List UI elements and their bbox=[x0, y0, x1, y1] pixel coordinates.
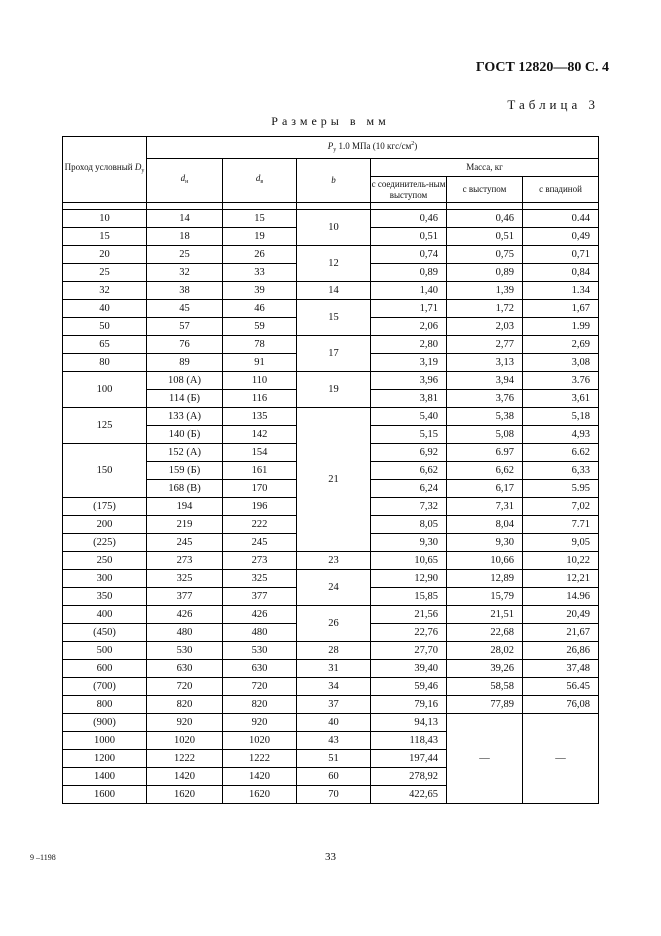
cell-inner-diameter: 530 bbox=[223, 642, 297, 660]
units-caption: Размеры в мм bbox=[271, 114, 390, 128]
cell-inner-diameter: 170 bbox=[223, 480, 297, 498]
cell-mass-connector: 0,46 bbox=[371, 210, 447, 228]
cell-passage: (900) bbox=[63, 714, 147, 732]
cell-mass-connector: 39,40 bbox=[371, 660, 447, 678]
cell-outer-diameter: 18 bbox=[147, 228, 223, 246]
cell-passage: (175) bbox=[63, 498, 147, 516]
table-row bbox=[63, 714, 599, 732]
cell-mass-connector: 0,74 bbox=[371, 246, 447, 264]
cell-outer-diameter: 377 bbox=[147, 588, 223, 606]
table-row bbox=[63, 300, 599, 318]
cell-mass-connector: 9,30 bbox=[371, 534, 447, 552]
cell-outer-diameter: 1620 bbox=[147, 786, 223, 804]
cell-mass-connector: 6,92 bbox=[371, 444, 447, 462]
cell-mass-protrusion: 5,08 bbox=[447, 426, 523, 444]
cell-mass-recess: 76,08 bbox=[523, 696, 599, 714]
cell-outer-diameter: 325 bbox=[147, 570, 223, 588]
cell-thickness: 23 bbox=[297, 552, 371, 570]
cell-outer-diameter: 45 bbox=[147, 300, 223, 318]
cell-outer-diameter: 194 bbox=[147, 498, 223, 516]
cell-inner-diameter: 1620 bbox=[223, 786, 297, 804]
table-row bbox=[63, 246, 599, 264]
cell-inner-diameter: 78 bbox=[223, 336, 297, 354]
cell-passage: 150 bbox=[63, 444, 147, 498]
cell-inner-diameter: 325 bbox=[223, 570, 297, 588]
cell-inner-diameter: 116 bbox=[223, 390, 297, 408]
cell-mass-protrusion: 15,79 bbox=[447, 588, 523, 606]
cell-passage: 800 bbox=[63, 696, 147, 714]
cell-mass-protrusion: 3,76 bbox=[447, 390, 523, 408]
cell-inner-diameter: 161 bbox=[223, 462, 297, 480]
cell-outer-diameter: 114 (Б) bbox=[147, 390, 223, 408]
table-row bbox=[63, 282, 599, 300]
cell-mass-protrusion: 1,39 bbox=[447, 282, 523, 300]
cell-mass-recess: 5,18 bbox=[523, 408, 599, 426]
cell-thickness: 34 bbox=[297, 678, 371, 696]
cell-outer-diameter: 32 bbox=[147, 264, 223, 282]
cell-mass-protrusion: 21,51 bbox=[447, 606, 523, 624]
cell-outer-diameter: 38 bbox=[147, 282, 223, 300]
cell-mass-connector: 2,80 bbox=[371, 336, 447, 354]
cell-inner-diameter: 426 bbox=[223, 606, 297, 624]
cell-inner-diameter: 39 bbox=[223, 282, 297, 300]
cell-mass-connector: 22,76 bbox=[371, 624, 447, 642]
cell-outer-diameter: 820 bbox=[147, 696, 223, 714]
cell-outer-diameter: 168 (В) bbox=[147, 480, 223, 498]
cell-thickness: 28 bbox=[297, 642, 371, 660]
cell-thickness: 14 bbox=[297, 282, 371, 300]
cell-mass-connector: 0,51 bbox=[371, 228, 447, 246]
cell-mass-connector: 3,96 bbox=[371, 372, 447, 390]
cell-outer-diameter: 245 bbox=[147, 534, 223, 552]
cell-outer-diameter: 1222 bbox=[147, 750, 223, 768]
cell-mass-recess: 1,67 bbox=[523, 300, 599, 318]
cell-inner-diameter: 720 bbox=[223, 678, 297, 696]
cell-mass-recess: 1.34 bbox=[523, 282, 599, 300]
cell-thickness: 21 bbox=[297, 408, 371, 552]
cell-mass-recess: 26,86 bbox=[523, 642, 599, 660]
header-passage: Проход условный $D_у$ bbox=[63, 137, 147, 203]
cell-mass-connector: 79,16 bbox=[371, 696, 447, 714]
cell-mass-recess: 6,33 bbox=[523, 462, 599, 480]
cell-mass-recess: 56.45 bbox=[523, 678, 599, 696]
cell-inner-diameter: 273 bbox=[223, 552, 297, 570]
cell-passage: 25 bbox=[63, 264, 147, 282]
cell-outer-diameter: 57 bbox=[147, 318, 223, 336]
cell-passage: 50 bbox=[63, 318, 147, 336]
cell-mass-connector: 197,44 bbox=[371, 750, 447, 768]
cell-inner-diameter: 26 bbox=[223, 246, 297, 264]
cell-mass-protrusion-dash: — bbox=[447, 714, 523, 804]
cell-mass-recess: 5.95 bbox=[523, 480, 599, 498]
cell-passage: 600 bbox=[63, 660, 147, 678]
cell-mass-connector: 422,65 bbox=[371, 786, 447, 804]
cell-mass-recess: 20,49 bbox=[523, 606, 599, 624]
cell-passage: 1600 bbox=[63, 786, 147, 804]
cell-outer-diameter: 76 bbox=[147, 336, 223, 354]
cell-mass-connector: 21,56 bbox=[371, 606, 447, 624]
cell-inner-diameter: 110 bbox=[223, 372, 297, 390]
cell-outer-diameter: 25 bbox=[147, 246, 223, 264]
cell-passage: (450) bbox=[63, 624, 147, 642]
cell-mass-protrusion: 3,13 bbox=[447, 354, 523, 372]
cell-inner-diameter: 142 bbox=[223, 426, 297, 444]
table-row bbox=[63, 606, 599, 624]
cell-passage: 15 bbox=[63, 228, 147, 246]
table-row bbox=[63, 336, 599, 354]
cell-inner-diameter: 377 bbox=[223, 588, 297, 606]
cell-passage: 125 bbox=[63, 408, 147, 444]
table-row bbox=[63, 372, 599, 390]
table-row bbox=[63, 210, 599, 228]
cell-thickness: 26 bbox=[297, 606, 371, 642]
cell-thickness: 37 bbox=[297, 696, 371, 714]
cell-mass-protrusion: 6.97 bbox=[447, 444, 523, 462]
cell-thickness: 51 bbox=[297, 750, 371, 768]
table-row bbox=[63, 408, 599, 426]
cell-mass-connector: 3,19 bbox=[371, 354, 447, 372]
cell-mass-recess: 4,93 bbox=[523, 426, 599, 444]
cell-mass-connector: 3,81 bbox=[371, 390, 447, 408]
table-row bbox=[63, 552, 599, 570]
cell-inner-diameter: 630 bbox=[223, 660, 297, 678]
cell-passage: (700) bbox=[63, 678, 147, 696]
cell-inner-diameter: 1020 bbox=[223, 732, 297, 750]
cell-mass-protrusion: 2,77 bbox=[447, 336, 523, 354]
cell-mass-recess-dash: — bbox=[523, 714, 599, 804]
cell-mass-recess: 0,49 bbox=[523, 228, 599, 246]
table-row bbox=[63, 696, 599, 714]
cell-passage: 1400 bbox=[63, 768, 147, 786]
header-mass: Масса, кг bbox=[371, 159, 599, 177]
cell-mass-recess: 3.76 bbox=[523, 372, 599, 390]
header-mass-protrusion: с выступом bbox=[447, 177, 523, 203]
cell-mass-connector: 118,43 bbox=[371, 732, 447, 750]
cell-mass-recess: 7,02 bbox=[523, 498, 599, 516]
cell-passage: 500 bbox=[63, 642, 147, 660]
cell-inner-diameter: 920 bbox=[223, 714, 297, 732]
cell-outer-diameter: 133 (А) bbox=[147, 408, 223, 426]
cell-outer-diameter: 426 bbox=[147, 606, 223, 624]
cell-passage: 40 bbox=[63, 300, 147, 318]
cell-outer-diameter: 1020 bbox=[147, 732, 223, 750]
cell-mass-protrusion: 3,94 bbox=[447, 372, 523, 390]
table-row bbox=[63, 678, 599, 696]
header-mass-connector: с соединитель-ным выступом bbox=[371, 177, 447, 203]
cell-inner-diameter: 59 bbox=[223, 318, 297, 336]
cell-passage: 1200 bbox=[63, 750, 147, 768]
cell-mass-connector: 1,40 bbox=[371, 282, 447, 300]
cell-mass-protrusion: 5,38 bbox=[447, 408, 523, 426]
cell-mass-connector: 278,92 bbox=[371, 768, 447, 786]
cell-thickness: 31 bbox=[297, 660, 371, 678]
cell-mass-protrusion: 22,68 bbox=[447, 624, 523, 642]
cell-mass-protrusion: 10,66 bbox=[447, 552, 523, 570]
cell-mass-protrusion: 12,89 bbox=[447, 570, 523, 588]
cell-mass-connector: 59,46 bbox=[371, 678, 447, 696]
cell-passage: 100 bbox=[63, 372, 147, 408]
cell-mass-connector: 94,13 bbox=[371, 714, 447, 732]
cell-outer-diameter: 89 bbox=[147, 354, 223, 372]
cell-thickness: 40 bbox=[297, 714, 371, 732]
document-title: ГОСТ 12820—80 С. 4 bbox=[475, 60, 609, 75]
cell-mass-protrusion: 0,46 bbox=[447, 210, 523, 228]
cell-passage: 350 bbox=[63, 588, 147, 606]
cell-mass-protrusion: 28,02 bbox=[447, 642, 523, 660]
cell-mass-protrusion: 0,89 bbox=[447, 264, 523, 282]
cell-thickness: 19 bbox=[297, 372, 371, 408]
cell-inner-diameter: 154 bbox=[223, 444, 297, 462]
cell-inner-diameter: 480 bbox=[223, 624, 297, 642]
cell-mass-connector: 27,70 bbox=[371, 642, 447, 660]
cell-mass-connector: 1,71 bbox=[371, 300, 447, 318]
table-row bbox=[63, 642, 599, 660]
cell-mass-connector: 10,65 bbox=[371, 552, 447, 570]
cell-mass-connector: 2,06 bbox=[371, 318, 447, 336]
header-pressure: $P_у$ 1.0 МПа (10 кгс/$см^2$) bbox=[147, 137, 599, 159]
header-b: b bbox=[297, 159, 371, 203]
cell-passage: 80 bbox=[63, 354, 147, 372]
cell-outer-diameter: 159 (Б) bbox=[147, 462, 223, 480]
cell-mass-protrusion: 58,58 bbox=[447, 678, 523, 696]
cell-thickness: 60 bbox=[297, 768, 371, 786]
cell-mass-protrusion: 0,75 bbox=[447, 246, 523, 264]
cell-mass-protrusion: 1,72 bbox=[447, 300, 523, 318]
cell-thickness: 24 bbox=[297, 570, 371, 606]
cell-outer-diameter: 219 bbox=[147, 516, 223, 534]
cell-passage: 250 bbox=[63, 552, 147, 570]
cell-inner-diameter: 135 bbox=[223, 408, 297, 426]
cell-inner-diameter: 46 bbox=[223, 300, 297, 318]
cell-outer-diameter: 152 (А) bbox=[147, 444, 223, 462]
cell-passage: 20 bbox=[63, 246, 147, 264]
cell-mass-recess: 10,22 bbox=[523, 552, 599, 570]
cell-outer-diameter: 920 bbox=[147, 714, 223, 732]
cell-mass-recess: 7.71 bbox=[523, 516, 599, 534]
cell-outer-diameter: 140 (Б) bbox=[147, 426, 223, 444]
cell-mass-protrusion: 0,51 bbox=[447, 228, 523, 246]
cell-mass-recess: 21,67 bbox=[523, 624, 599, 642]
cell-thickness: 12 bbox=[297, 246, 371, 282]
cell-outer-diameter: 14 bbox=[147, 210, 223, 228]
cell-mass-recess: 14.96 bbox=[523, 588, 599, 606]
cell-mass-protrusion: 6,62 bbox=[447, 462, 523, 480]
cell-mass-protrusion: 77,89 bbox=[447, 696, 523, 714]
cell-passage: 200 bbox=[63, 516, 147, 534]
cell-inner-diameter: 1420 bbox=[223, 768, 297, 786]
cell-outer-diameter: 273 bbox=[147, 552, 223, 570]
cell-mass-connector: 7,32 bbox=[371, 498, 447, 516]
cell-mass-connector: 8,05 bbox=[371, 516, 447, 534]
cell-thickness: 10 bbox=[297, 210, 371, 246]
cell-thickness: 17 bbox=[297, 336, 371, 372]
cell-passage: 400 bbox=[63, 606, 147, 624]
cell-mass-recess: 9,05 bbox=[523, 534, 599, 552]
page-number: 33 bbox=[325, 851, 336, 863]
cell-passage: 10 bbox=[63, 210, 147, 228]
cell-mass-protrusion: 6,17 bbox=[447, 480, 523, 498]
cell-mass-connector: 12,90 bbox=[371, 570, 447, 588]
cell-passage: 1000 bbox=[63, 732, 147, 750]
cell-inner-diameter: 196 bbox=[223, 498, 297, 516]
cell-outer-diameter: 720 bbox=[147, 678, 223, 696]
cell-mass-recess: 0,84 bbox=[523, 264, 599, 282]
cell-outer-diameter: 530 bbox=[147, 642, 223, 660]
header-dv: $d_в$ bbox=[223, 159, 297, 203]
header-mass-recess: с впадиной bbox=[523, 177, 599, 203]
cell-mass-recess: 3,61 bbox=[523, 390, 599, 408]
cell-thickness: 43 bbox=[297, 732, 371, 750]
cell-mass-protrusion: 2,03 bbox=[447, 318, 523, 336]
cell-passage: 65 bbox=[63, 336, 147, 354]
cell-thickness: 15 bbox=[297, 300, 371, 336]
cell-outer-diameter: 1420 bbox=[147, 768, 223, 786]
cell-mass-connector: 15,85 bbox=[371, 588, 447, 606]
cell-inner-diameter: 19 bbox=[223, 228, 297, 246]
cell-mass-recess: 37,48 bbox=[523, 660, 599, 678]
cell-mass-connector: 5,40 bbox=[371, 408, 447, 426]
cell-mass-connector: 5,15 bbox=[371, 426, 447, 444]
cell-mass-recess: 6.62 bbox=[523, 444, 599, 462]
footer-code: 9 –1198 bbox=[30, 853, 56, 862]
cell-outer-diameter: 480 bbox=[147, 624, 223, 642]
cell-mass-recess: 0,71 bbox=[523, 246, 599, 264]
cell-mass-recess: 3,08 bbox=[523, 354, 599, 372]
cell-inner-diameter: 15 bbox=[223, 210, 297, 228]
table-row bbox=[63, 660, 599, 678]
table-row bbox=[63, 570, 599, 588]
cell-mass-connector: 6,24 bbox=[371, 480, 447, 498]
cell-mass-recess: 1.99 bbox=[523, 318, 599, 336]
cell-inner-diameter: 1222 bbox=[223, 750, 297, 768]
cell-passage: 300 bbox=[63, 570, 147, 588]
cell-inner-diameter: 91 bbox=[223, 354, 297, 372]
cell-mass-connector: 6,62 bbox=[371, 462, 447, 480]
cell-mass-protrusion: 7,31 bbox=[447, 498, 523, 516]
cell-mass-recess: 12,21 bbox=[523, 570, 599, 588]
cell-mass-recess: 2,69 bbox=[523, 336, 599, 354]
cell-mass-protrusion: 8,04 bbox=[447, 516, 523, 534]
cell-inner-diameter: 245 bbox=[223, 534, 297, 552]
table-label: Таблица 3 bbox=[507, 97, 599, 112]
cell-outer-diameter: 630 bbox=[147, 660, 223, 678]
cell-mass-protrusion: 9,30 bbox=[447, 534, 523, 552]
header-dn: $d_н$ bbox=[147, 159, 223, 203]
table-spacer bbox=[63, 203, 599, 210]
cell-outer-diameter: 108 (А) bbox=[147, 372, 223, 390]
cell-mass-protrusion: 39,26 bbox=[447, 660, 523, 678]
cell-passage: (225) bbox=[63, 534, 147, 552]
cell-mass-recess: 0.44 bbox=[523, 210, 599, 228]
cell-thickness: 70 bbox=[297, 786, 371, 804]
cell-inner-diameter: 33 bbox=[223, 264, 297, 282]
cell-passage: 32 bbox=[63, 282, 147, 300]
cell-inner-diameter: 820 bbox=[223, 696, 297, 714]
cell-inner-diameter: 222 bbox=[223, 516, 297, 534]
cell-mass-connector: 0,89 bbox=[371, 264, 447, 282]
dimensions-table bbox=[62, 136, 599, 804]
